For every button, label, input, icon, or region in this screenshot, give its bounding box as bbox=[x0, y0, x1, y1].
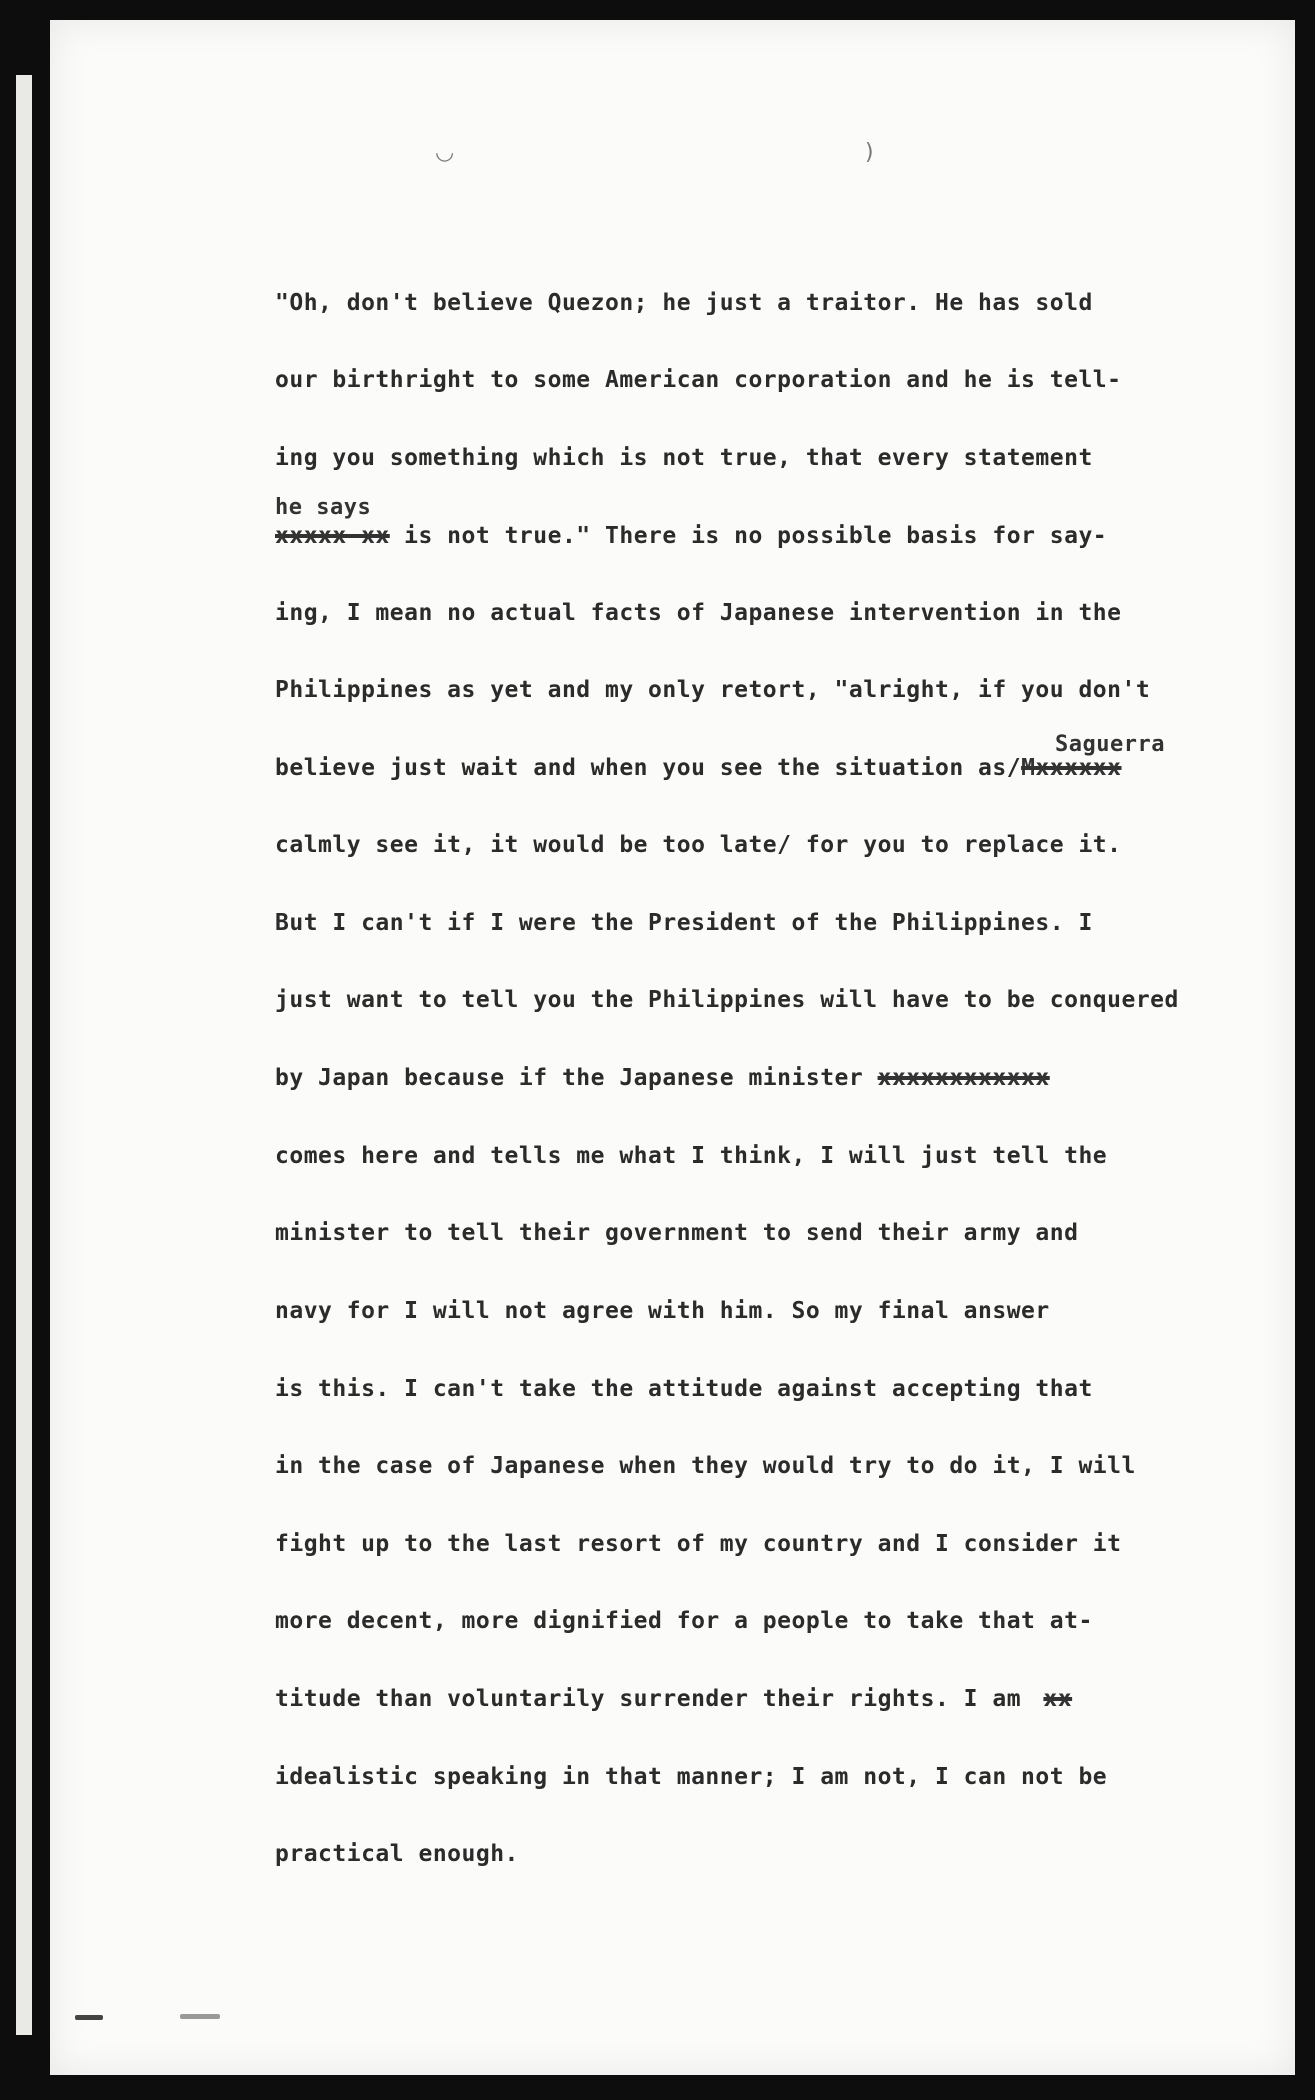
text-fragment: is not true." There is no possible basis for say- bbox=[404, 523, 1108, 549]
text-line: idealistic speaking in that manner; I am not, I can not be bbox=[275, 1764, 1108, 1790]
text-line-with-strikeout bbox=[275, 523, 1107, 549]
text-line: "Oh, don't believe Quezon; he just a traitor. He has sold bbox=[275, 290, 1093, 316]
struck-text: xxxxxxxxxxxx bbox=[877, 1065, 1050, 1091]
text-line: practical enough. bbox=[275, 1841, 519, 1867]
typed-insertion: Saguerra bbox=[1055, 732, 1165, 757]
punch-mark-left: ◡ bbox=[435, 140, 455, 165]
text-line: more decent, more dignified for a people to take that at- bbox=[275, 1608, 1093, 1634]
text-fragment: by Japan because if the Japanese minister bbox=[275, 1065, 864, 1091]
punch-mark-right: ) bbox=[865, 140, 874, 165]
struck-text: xx bbox=[1043, 1686, 1073, 1712]
text-line: But I can't if I were the President of the Philippines. I bbox=[275, 910, 1093, 936]
text-line: Philippines as yet and my only retort, "alright, if you don't bbox=[275, 677, 1151, 703]
text-line-with-strikeout bbox=[275, 1065, 1050, 1091]
struck-text: xxxxx xx bbox=[275, 523, 390, 549]
text-line: minister to tell their government to send their army and bbox=[275, 1220, 1079, 1246]
handwritten-insertion: he says bbox=[275, 495, 372, 520]
text-line-with-strikeout bbox=[275, 1686, 1072, 1712]
text-fragment: believe just wait and when you see the situation as/ bbox=[275, 755, 1022, 781]
text-line: ing you something which is not true, that every statement bbox=[275, 445, 1093, 471]
text-line: our birthright to some American corporation and he is tell- bbox=[275, 367, 1122, 393]
edge-smudge bbox=[180, 2014, 220, 2019]
text-line-with-strikeout bbox=[275, 755, 1122, 781]
edge-smudge bbox=[75, 2015, 103, 2020]
text-line: ing, I mean no actual facts of Japanese intervention in the bbox=[275, 600, 1122, 626]
text-line: is this. I can't take the attitude against accepting that bbox=[275, 1376, 1093, 1402]
text-line: fight up to the last resort of my country and I consider it bbox=[275, 1531, 1122, 1557]
text-line: comes here and tells me what I think, I will just tell the bbox=[275, 1143, 1108, 1169]
text-fragment: titude than voluntarily surrender their rights. I am bbox=[275, 1686, 1022, 1712]
text-line: in the case of Japanese when they would try to do it, I will bbox=[275, 1453, 1136, 1479]
text-line: navy for I will not agree with him. So my final answer bbox=[275, 1298, 1050, 1324]
page-left-edge-strip bbox=[16, 75, 32, 2035]
struck-text: Mxxxxxx bbox=[1021, 755, 1122, 781]
text-line: calmly see it, it would be too late/ for you to replace it. bbox=[275, 832, 1122, 858]
text-line: just want to tell you the Philippines will have to be conquered bbox=[275, 987, 1179, 1013]
